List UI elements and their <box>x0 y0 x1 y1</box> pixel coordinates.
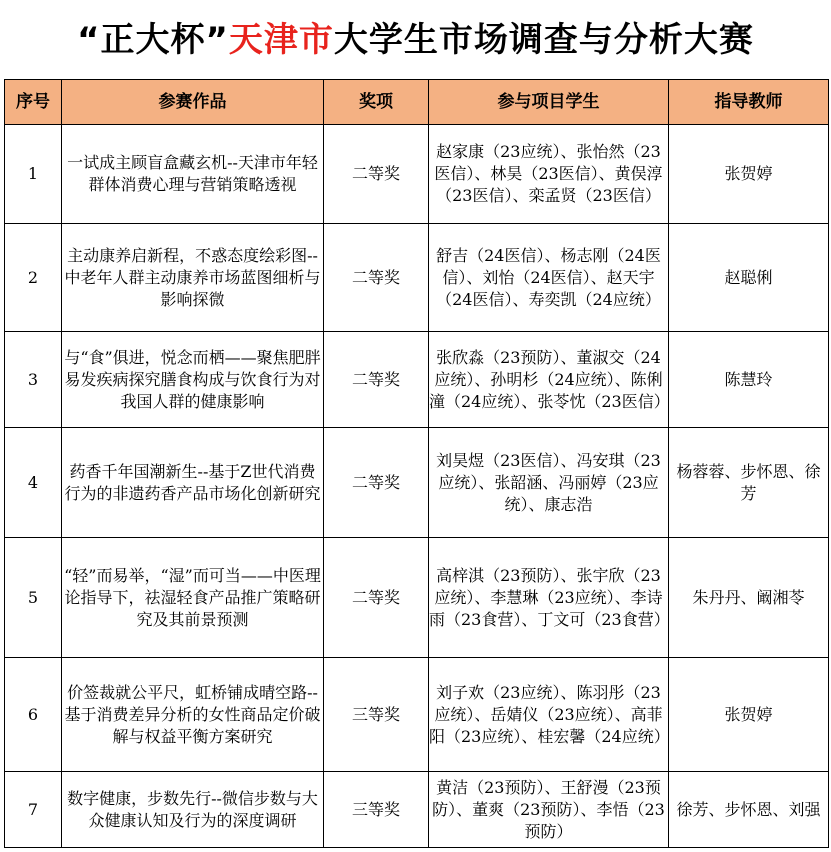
row-no: 4 <box>5 428 62 538</box>
row-award: 二等奖 <box>324 125 429 224</box>
row-no: 1 <box>5 125 62 224</box>
row-work: 主动康养启新程，不惑态度绘彩图--中老年人群主动康养市场蓝图细析与影响探微 <box>62 224 324 332</box>
title-city: 天津市 <box>228 20 334 60</box>
title-contest-name: 大学生市场调查与分析大赛 <box>333 20 754 60</box>
row-award: 三等奖 <box>324 772 429 848</box>
row-students: 舒吉（24医信）、杨志刚（24医信）、刘怡（24医信）、赵天宇（24医信）、寿奕凯（24应统） <box>429 224 669 332</box>
row-teacher: 张贺婷 <box>669 658 829 772</box>
row-award: 二等奖 <box>324 538 429 658</box>
row-students: 张欣淼（23预防）、董淑交（24应统）、孙明杉（24应统）、陈俐潼（24应统）、张苓忱（23医信） <box>429 332 669 428</box>
row-no: 3 <box>5 332 62 428</box>
table-row <box>5 658 829 772</box>
header-no: 序号 <box>5 80 62 125</box>
table-row <box>5 332 829 428</box>
row-work: 价签裁就公平尺，虹桥铺成晴空路--基于消费差异分析的女性商品定价破解与权益平衡方案研究 <box>62 658 324 772</box>
row-teacher: 徐芳、步怀恩、刘强 <box>669 772 829 848</box>
row-students: 刘子欢（23应统）、陈羽彤（23应统）、岳婧仪（23应统）、高菲阳（23应统）、桂宏馨（24应统） <box>429 658 669 772</box>
row-teacher: 赵聪俐 <box>669 224 829 332</box>
table-row <box>5 125 829 224</box>
header-award: 奖项 <box>324 80 429 125</box>
header-students: 参与项目学生 <box>429 80 669 125</box>
row-no: 5 <box>5 538 62 658</box>
row-students: 赵家康（23应统）、张怡然（23医信）、林昊（23医信）、黄俣淳（23医信）、栾孟贤（23医信） <box>429 125 669 224</box>
header-work: 参赛作品 <box>62 80 324 125</box>
table-row <box>5 538 829 658</box>
header-teacher: 指导教师 <box>669 80 829 125</box>
table-row <box>5 224 829 332</box>
table-row <box>5 772 829 848</box>
row-teacher: 陈慧玲 <box>669 332 829 428</box>
row-work: 与“食”俱进，悦念而栖——聚焦肥胖易发疾病探究膳食构成与饮食行为对我国人群的健康影响 <box>62 332 324 428</box>
row-no: 6 <box>5 658 62 772</box>
row-students: 刘昊煜（23医信）、冯安琪（23应统）、张韶涵、冯丽婷（23应统）、康志浩 <box>429 428 669 538</box>
row-work: “轻”而易举，“湿”而可当——中医理论指导下，祛湿轻食产品推广策略研究及其前景预测 <box>62 538 324 658</box>
row-no: 7 <box>5 772 62 848</box>
row-students: 黄洁（23预防）、王舒漫（23预防）、董爽（23预防）、李悟（23预防） <box>429 772 669 848</box>
row-teacher: 朱丹丹、阚湘苓 <box>669 538 829 658</box>
row-award: 三等奖 <box>324 658 429 772</box>
row-students: 高梓淇（23预防）、张宇欣（23应统）、李慧琳（23应统）、李诗雨（23食营）、丁文可（23食营） <box>429 538 669 658</box>
awards-table <box>4 79 829 848</box>
row-award: 二等奖 <box>324 224 429 332</box>
row-work: 数字健康，步数先行--微信步数与大众健康认知及行为的深度调研 <box>62 772 324 848</box>
title-quote-part: “正大杯” <box>77 20 229 60</box>
table-header-row <box>5 80 829 125</box>
page-title <box>0 16 831 64</box>
row-award: 二等奖 <box>324 332 429 428</box>
table-row <box>5 428 829 538</box>
row-no: 2 <box>5 224 62 332</box>
row-work: 一试成主顾盲盒藏玄机--天津市年轻群体消费心理与营销策略透视 <box>62 125 324 224</box>
row-teacher: 杨蓉蓉、步怀恩、徐芳 <box>669 428 829 538</box>
row-work: 药香千年国潮新生--基于Z世代消费行为的非遗药香产品市场化创新研究 <box>62 428 324 538</box>
row-award: 二等奖 <box>324 428 429 538</box>
row-teacher: 张贺婷 <box>669 125 829 224</box>
